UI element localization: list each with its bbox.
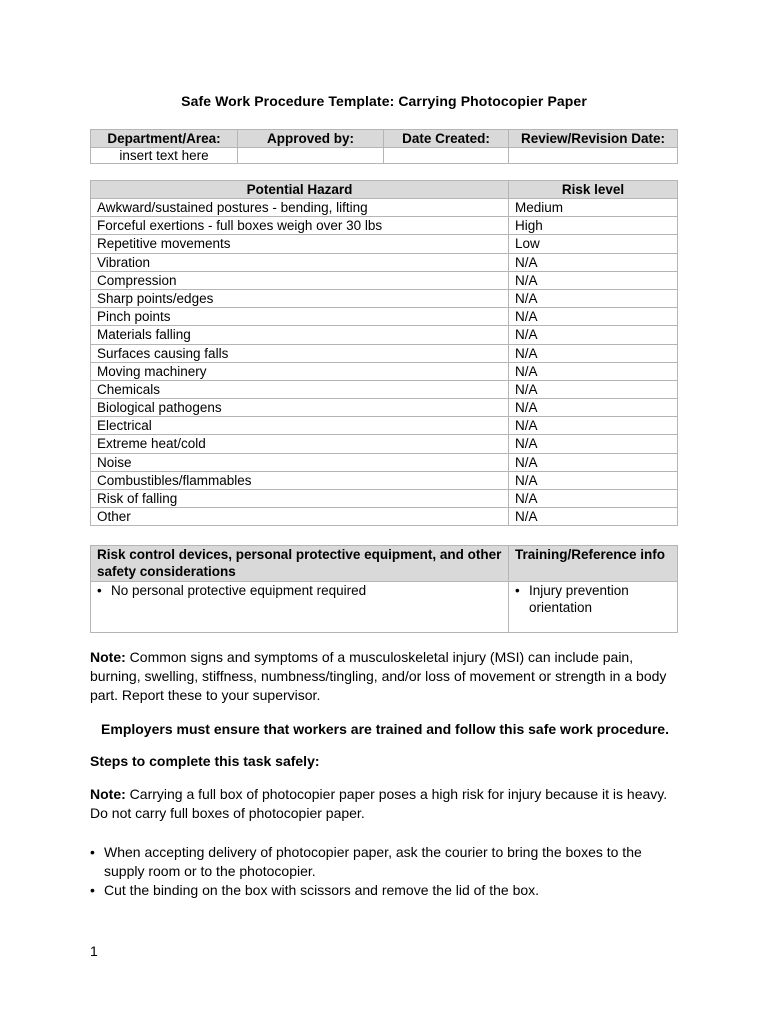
approved-by-header: Approved by: bbox=[238, 130, 384, 148]
risk-level-cell: Low bbox=[509, 235, 678, 253]
risk-level-cell: High bbox=[509, 217, 678, 235]
risk-level-cell: N/A bbox=[509, 289, 678, 307]
control-devices-header: Risk control devices, personal protective equipment, and other safety considerations bbox=[91, 546, 509, 582]
hazard-name-cell: Extreme heat/cold bbox=[91, 435, 509, 453]
potential-hazard-header: Potential Hazard bbox=[91, 181, 509, 199]
table-row bbox=[91, 508, 678, 526]
table-row bbox=[91, 362, 678, 380]
department-value: insert text here bbox=[91, 148, 238, 164]
hazard-name-cell: Moving machinery bbox=[91, 362, 509, 380]
hazard-name-cell: Vibration bbox=[91, 253, 509, 271]
date-created-header: Date Created: bbox=[384, 130, 509, 148]
table-row bbox=[91, 289, 678, 307]
hazard-name-cell: Materials falling bbox=[91, 326, 509, 344]
page-number: 1 bbox=[90, 943, 98, 959]
hazard-header-row bbox=[91, 181, 678, 199]
control-devices-cell bbox=[91, 582, 509, 633]
table-row bbox=[91, 235, 678, 253]
hazard-name-cell: Sharp points/edges bbox=[91, 289, 509, 307]
risk-level-cell: N/A bbox=[509, 380, 678, 398]
table-row bbox=[91, 471, 678, 489]
info-table bbox=[90, 129, 678, 164]
list-item bbox=[515, 583, 671, 616]
risk-level-cell: N/A bbox=[509, 253, 678, 271]
table-row bbox=[91, 308, 678, 326]
table-row bbox=[91, 490, 678, 508]
table-row bbox=[91, 271, 678, 289]
hazard-name-cell: Electrical bbox=[91, 417, 509, 435]
control-devices-text: No personal protective equipment required bbox=[111, 583, 367, 598]
risk-level-cell: N/A bbox=[509, 326, 678, 344]
note-label: Note: bbox=[90, 786, 126, 802]
step-text: When accepting delivery of photocopier paper, ask the courier to bring the boxes to the supply room or to the photocopier. bbox=[104, 844, 642, 879]
review-date-value bbox=[509, 148, 678, 164]
table-row bbox=[91, 344, 678, 362]
hazard-name-cell: Surfaces causing falls bbox=[91, 344, 509, 362]
heavy-box-note bbox=[90, 785, 680, 823]
list-item bbox=[90, 881, 680, 900]
risk-level-cell: N/A bbox=[509, 417, 678, 435]
employers-statement: Employers must ensure that workers are trained and follow this safe work procedure. bbox=[101, 721, 669, 737]
hazard-table bbox=[90, 180, 678, 526]
note-text: Common signs and symptoms of a musculoskeletal injury (MSI) can include pain, burning, swelling, stiffness, numbness/tingling, and/or loss of movement or strength in a body part. Report these to your supervisor. bbox=[90, 649, 667, 703]
steps-heading: Steps to complete this task safely: bbox=[90, 753, 320, 769]
step-text: Cut the binding on the box with scissors and remove the lid of the box. bbox=[104, 882, 540, 898]
risk-level-cell: N/A bbox=[509, 490, 678, 508]
steps-list bbox=[90, 843, 680, 900]
table-row bbox=[91, 399, 678, 417]
hazard-name-cell: Combustibles/flammables bbox=[91, 471, 509, 489]
risk-level-header: Risk level bbox=[509, 181, 678, 199]
info-header-row bbox=[91, 130, 678, 148]
page-title: Safe Work Procedure Template: Carrying Photocopier Paper bbox=[181, 93, 587, 109]
msi-note bbox=[90, 648, 680, 705]
hazard-name-cell: Noise bbox=[91, 453, 509, 471]
table-row bbox=[91, 199, 678, 217]
control-table bbox=[90, 545, 678, 633]
risk-level-cell: N/A bbox=[509, 308, 678, 326]
table-row bbox=[91, 453, 678, 471]
department-header: Department/Area: bbox=[91, 130, 238, 148]
risk-level-cell: N/A bbox=[509, 271, 678, 289]
table-row bbox=[91, 326, 678, 344]
date-created-value bbox=[384, 148, 509, 164]
hazard-name-cell: Awkward/sustained postures - bending, lifting bbox=[91, 199, 509, 217]
note-label: Note: bbox=[90, 649, 126, 665]
table-row bbox=[91, 380, 678, 398]
risk-level-cell: Medium bbox=[509, 199, 678, 217]
risk-level-cell: N/A bbox=[509, 435, 678, 453]
bullet-icon: • bbox=[90, 844, 95, 860]
control-value-row bbox=[91, 582, 678, 633]
hazard-name-cell: Other bbox=[91, 508, 509, 526]
control-header-row bbox=[91, 546, 678, 582]
bullet-icon: • bbox=[90, 882, 95, 898]
hazard-name-cell: Repetitive movements bbox=[91, 235, 509, 253]
table-row bbox=[91, 253, 678, 271]
bullet-icon: • bbox=[515, 583, 520, 598]
risk-level-cell: N/A bbox=[509, 344, 678, 362]
risk-level-cell: N/A bbox=[509, 399, 678, 417]
training-info-cell bbox=[509, 582, 678, 633]
hazard-name-cell: Pinch points bbox=[91, 308, 509, 326]
hazard-name-cell: Chemicals bbox=[91, 380, 509, 398]
review-date-header: Review/Revision Date: bbox=[509, 130, 678, 148]
risk-level-cell: N/A bbox=[509, 471, 678, 489]
table-row bbox=[91, 435, 678, 453]
risk-level-cell: N/A bbox=[509, 508, 678, 526]
list-item bbox=[90, 843, 680, 881]
risk-level-cell: N/A bbox=[509, 362, 678, 380]
approved-by-value bbox=[238, 148, 384, 164]
note-text: Carrying a full box of photocopier paper poses a high risk for injury because it is heavy. Do not carry full boxes of photocopier paper. bbox=[90, 786, 668, 821]
list-item bbox=[97, 583, 502, 600]
table-row bbox=[91, 217, 678, 235]
hazard-name-cell: Biological pathogens bbox=[91, 399, 509, 417]
bullet-icon: • bbox=[97, 583, 102, 598]
info-value-row bbox=[91, 148, 678, 164]
hazard-table-body bbox=[91, 199, 678, 526]
hazard-name-cell: Risk of falling bbox=[91, 490, 509, 508]
training-info-text: Injury prevention orientation bbox=[529, 583, 629, 615]
table-row bbox=[91, 417, 678, 435]
risk-level-cell: N/A bbox=[509, 453, 678, 471]
hazard-name-cell: Compression bbox=[91, 271, 509, 289]
training-info-header: Training/Reference info bbox=[509, 546, 678, 582]
hazard-name-cell: Forceful exertions - full boxes weigh over 30 lbs bbox=[91, 217, 509, 235]
